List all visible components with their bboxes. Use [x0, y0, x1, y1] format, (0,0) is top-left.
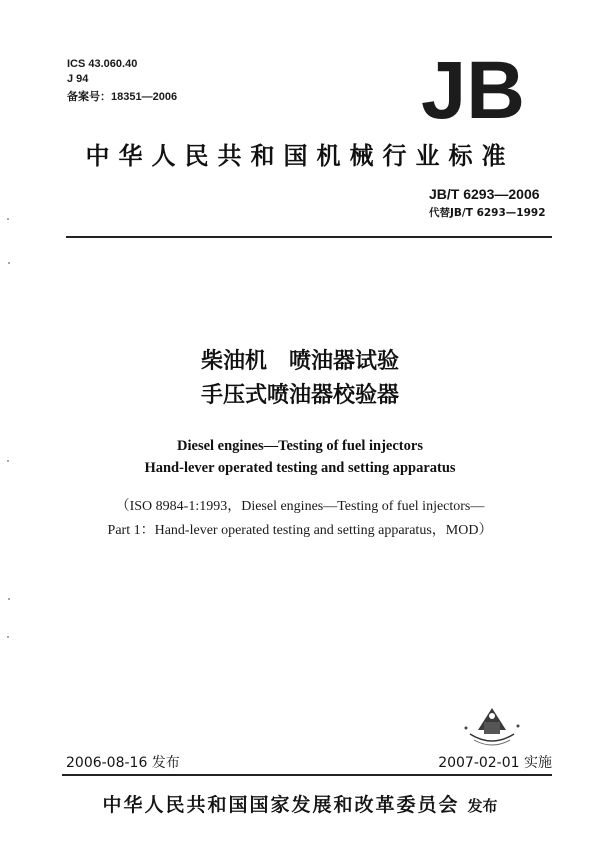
scan-speck [7, 460, 9, 462]
scan-speck [8, 598, 10, 600]
standard-code: JB/T 6293—2006 [429, 186, 540, 202]
org-title: 中华人民共和国机械行业标准 [85, 142, 515, 170]
implementation-date: 2007-02-01 实施 [438, 755, 552, 771]
scan-speck [8, 262, 10, 264]
english-title-line-2: Hand-lever operated testing and setting apparatus [144, 460, 456, 476]
footer-rule [62, 774, 552, 776]
publisher-name: 中华人民共和国国家发展和改革委员会 [102, 794, 460, 816]
replaces-standard: 代替JB/T 6293—1992 [429, 207, 546, 219]
ccs-code: J 94 [67, 73, 89, 85]
chinese-title-line-2: 手压式喷油器校验器 [200, 383, 399, 408]
scan-speck [7, 636, 9, 638]
jb-logo-text: JB [421, 54, 525, 124]
header-rule [66, 236, 552, 238]
publish-label: 发布 [467, 797, 498, 815]
publisher-line [0, 790, 600, 817]
scan-speck [7, 218, 9, 220]
adoption-note-line-2: Part 1：Hand-lever operated testing and setting apparatus，MOD） [107, 523, 493, 538]
ics-code: ICS 43.060.40 [67, 58, 138, 70]
chinese-title-line-1: 柴油机 喷油器试验 [200, 349, 399, 374]
issue-date: 2006-08-16 发布 [66, 755, 180, 771]
publisher-seal-icon [460, 700, 524, 750]
record-number: 备案号：18351—2006 [67, 91, 178, 103]
adoption-note-line-1: （ISO 8984-1:1993，Diesel engines—Testing of fuel injectors— [115, 499, 485, 514]
jb-logo [418, 54, 528, 124]
english-title-line-1: Diesel engines—Testing of fuel injectors [177, 438, 423, 454]
